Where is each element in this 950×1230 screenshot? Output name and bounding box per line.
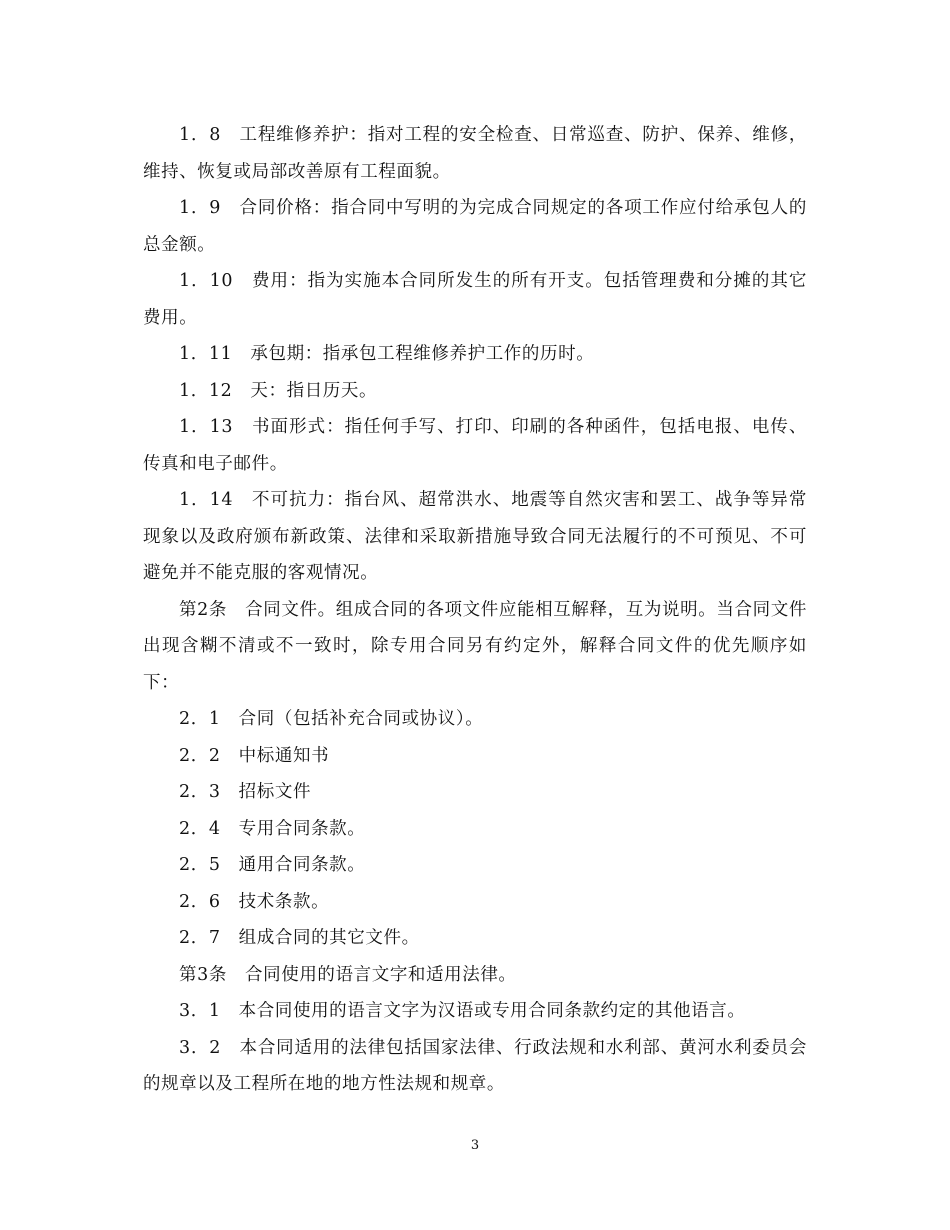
paragraph: 2．3 招标文件 xyxy=(179,782,312,802)
paragraph: 2．4 专用合同条款。 xyxy=(179,818,366,839)
paragraph: 2．1 合同（包括补充合同或协议）。 xyxy=(179,709,484,729)
paragraph: 1．10 费用：指为实施本合同所发生的所有开支。包括管理费和分摊的其它费用。 xyxy=(143,271,807,328)
document-body xyxy=(143,117,807,1103)
paragraph: 3．2 本合同适用的法律包括国家法律、行政法规和水利部、黄河水利委员会的规章以及工程所在地的地方性法规和规章。 xyxy=(143,1037,807,1094)
paragraph: 1．9 合同价格：指合同中写明的为完成合同规定的各项工作应付给承包人的总金额。 xyxy=(143,198,807,255)
paragraph: 2．7 组成合同的其它文件。 xyxy=(179,928,420,948)
paragraph: 第3条 合同使用的语言文字和适用法律。 xyxy=(179,964,517,985)
paragraph: 1．11 承包期：指承包工程维修养护工作的历时。 xyxy=(179,344,595,364)
paragraph: 第2条 合同文件。组成合同的各项文件应能相互解释，互为说明。当合同文件出现含糊不清或不一致时，除专用合同另有约定外，解释合同文件的优先顺序如下： xyxy=(143,599,807,693)
paragraph: 2．5 通用合同条款。 xyxy=(179,855,366,875)
page-number: 3 xyxy=(470,1138,480,1153)
paragraph: 1．13 书面形式：指任何手写、打印、印刷的各种函件，包括电报、电传、传真和电子邮件。 xyxy=(143,417,807,474)
paragraph: 1．14 不可抗力：指台风、超常洪水、地震等自然灾害和罢工、战争等异常现象以及政府颁布新政策、法律和采取新措施导致合同无法履行的不可预见、不可避免并不能克服的客观情况。 xyxy=(143,490,807,583)
paragraph: 2．2 中标通知书 xyxy=(179,745,330,766)
paragraph: 2．6 技术条款。 xyxy=(179,891,330,912)
paragraph: 3．1 本合同使用的语言文字为汉语或专用合同条款约定的其他语言。 xyxy=(179,1001,746,1021)
paragraph: 1．8 工程维修养护：指对工程的安全检查、日常巡查、防护、保养、维修，维持、恢复或局部改善原有工程面貌。 xyxy=(143,125,807,182)
paragraph: 1．12 天：指日历天。 xyxy=(179,380,378,401)
